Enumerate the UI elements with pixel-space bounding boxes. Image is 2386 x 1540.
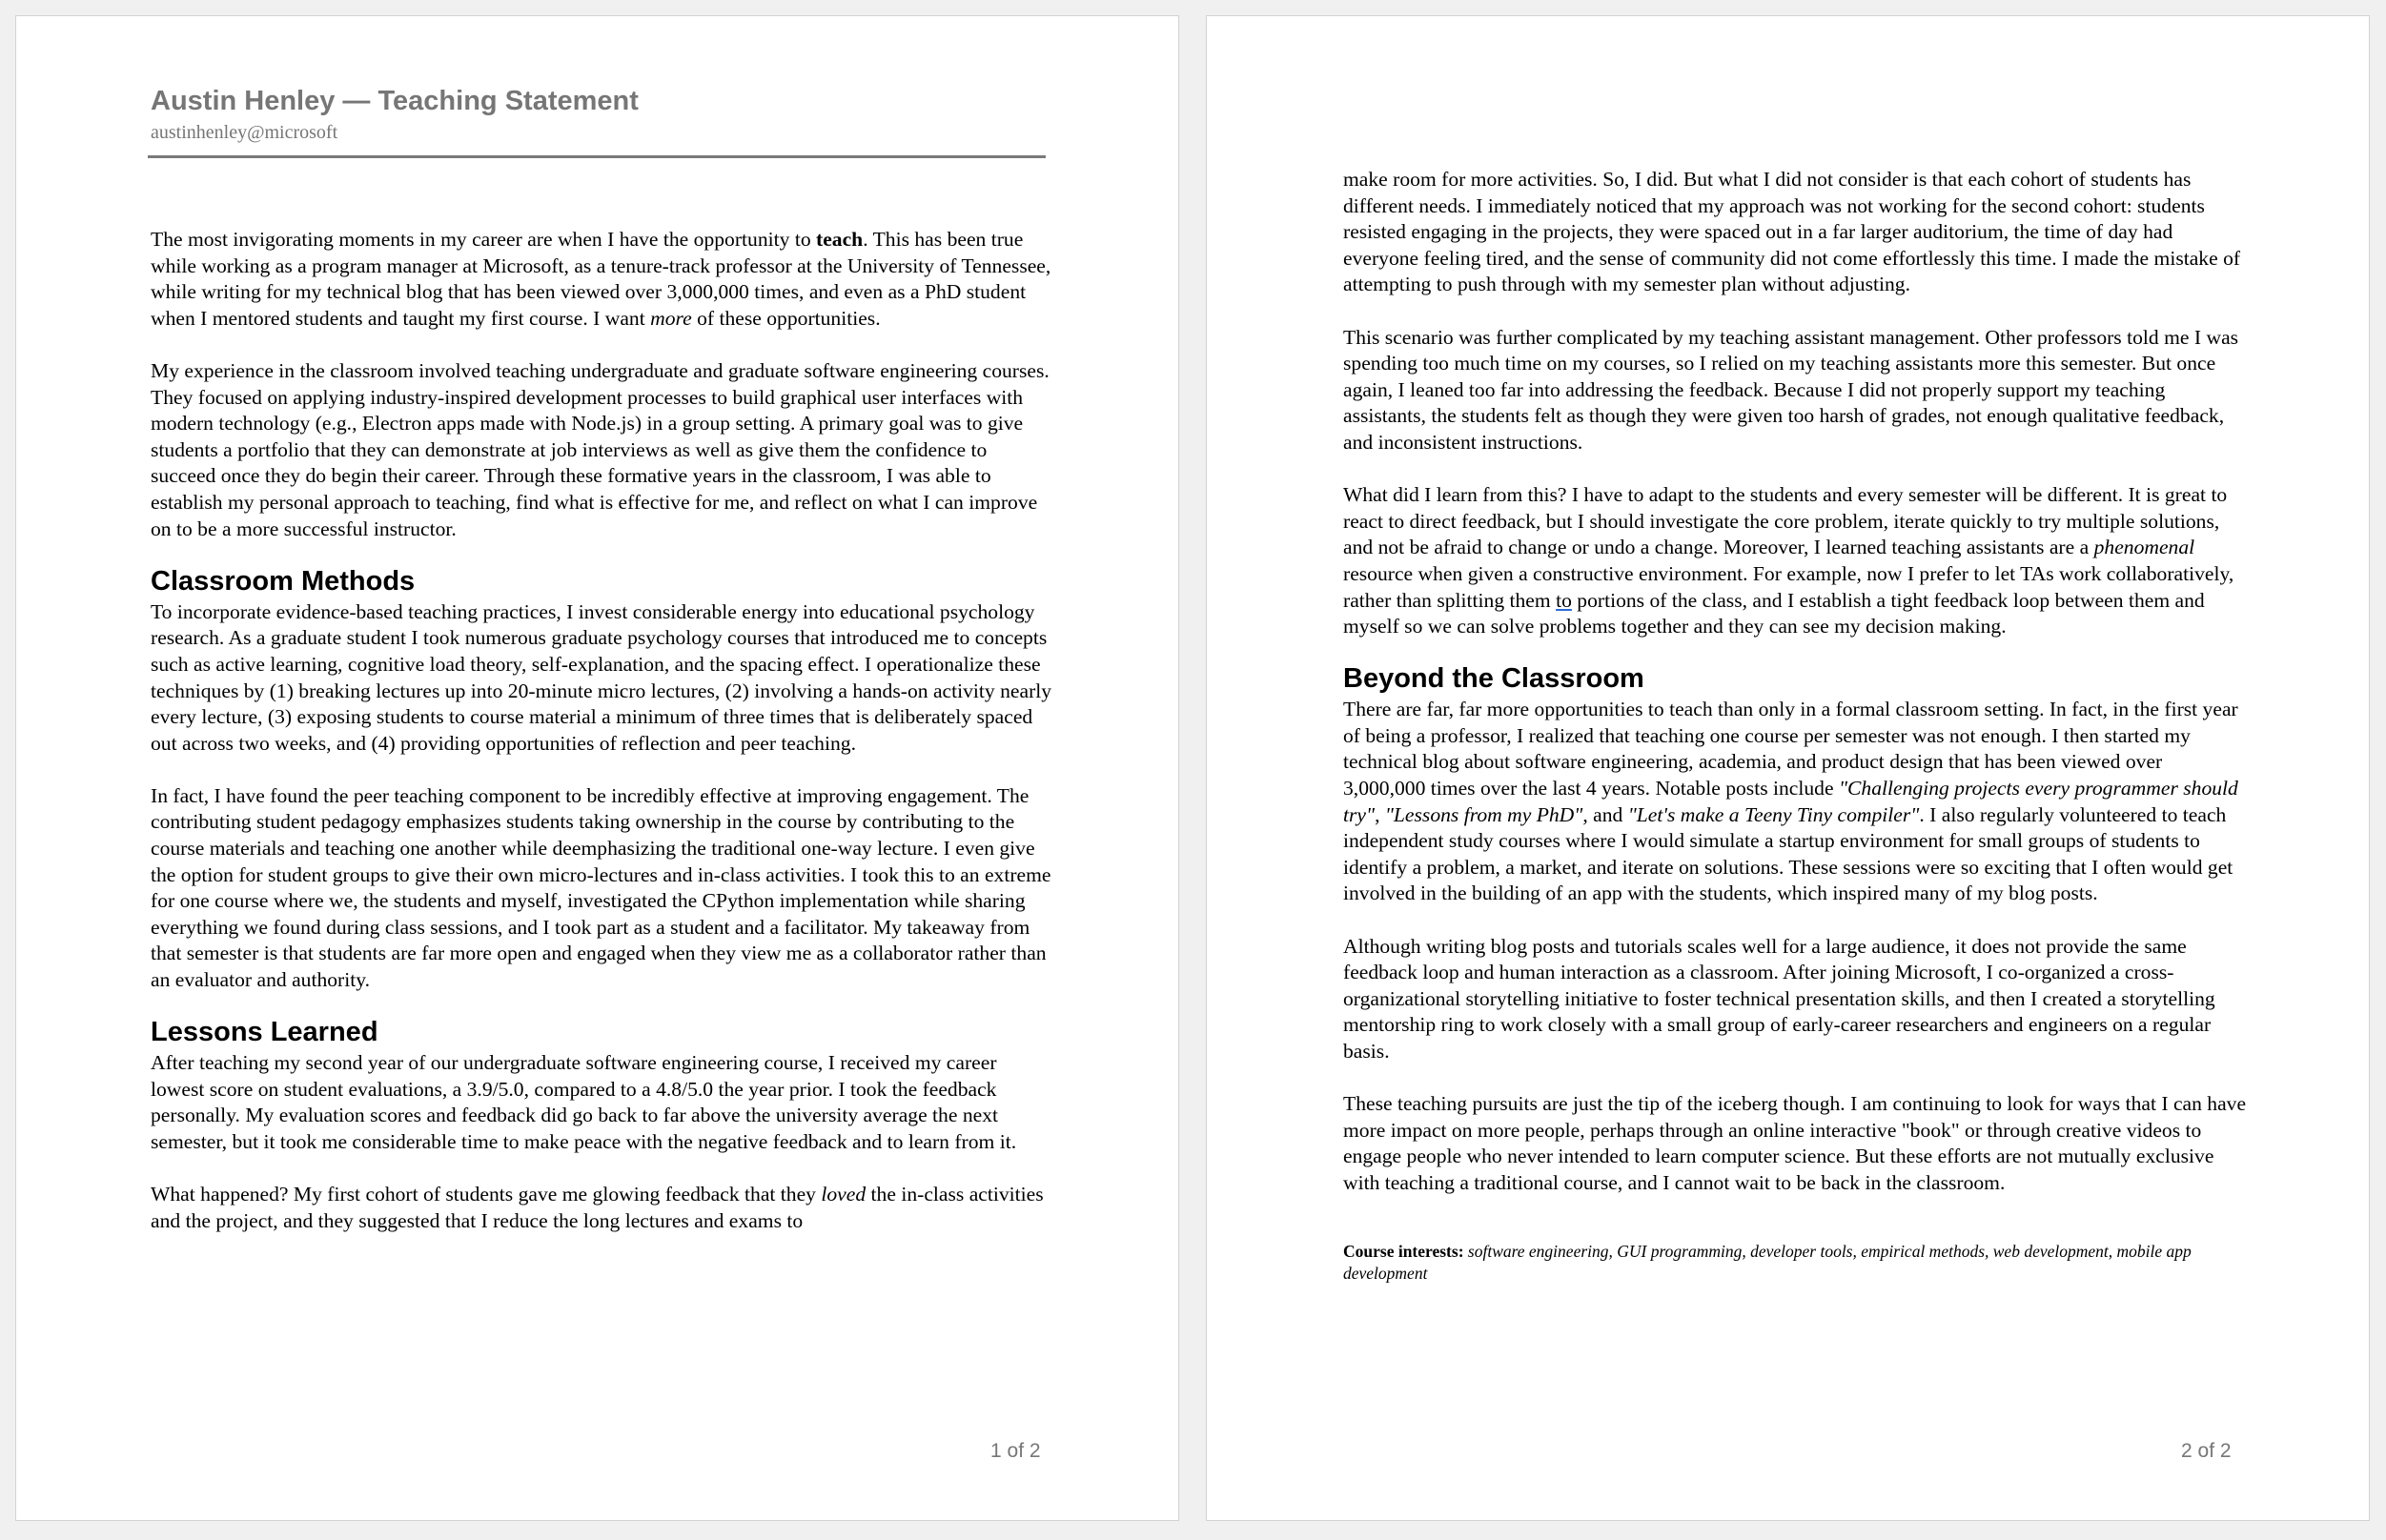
- course-interests: [1343, 1241, 2247, 1285]
- paragraph: To incorporate evidence-based teaching practices, I invest considerable energy into educational psychology research. As a graduate student I took numerous graduate psychology courses that introduced me to concepts such as active learning, cognitive load theory, self-explanation, and the spacing effect. I operationalize these techniques by (1) breaking lectures up into 20-minute micro lectures, (2) involving a hands-on activity nearly every lecture, (3) exposing students to course material a minimum of three times that is deliberately spaced out across two weeks, and (4) providing opportunities of reflection and peer teaching.: [151, 599, 1052, 755]
- paragraph: There are far, far more opportunities to teach than only in a formal classroom setting. In fact, in the first year of being a professor, I realized that teaching one course per semester was not enough. I then started my technical blog about software engineering, academia, and product design that has been viewed over 3,000,000 times over the last 4 years. Notable posts include "Challenging projects every programmer should try", "Lessons from my PhD", and "Let's make a Teeny Tiny compiler". I also regularly volunteered to teach independent study courses where I would simulate a startup environment for small groups of students to identify a problem, a market, and iterate on solutions. These sessions were so exciting that I often would get involved in the building of an app with the students, which inspired many of my blog posts.: [1343, 698, 2238, 905]
- emphasis-italic: phenomenal: [2093, 536, 2195, 559]
- spellcheck-underline[interactable]: to: [1556, 588, 1572, 612]
- document-page-1: [15, 15, 1179, 1521]
- paragraph: After teaching my second year of our undergraduate software engineering course, I received my career lowest score on student evaluations, a 3.9/5.0, compared to a 4.8/5.0 the year prior. I took the feedback personally. My evaluation scores and feedback did go back to far above the university average the next semester, but it took me considerable time to make peace with the negative feedback and to learn from it.: [151, 1051, 1017, 1153]
- emphasis-italic: more: [650, 306, 692, 330]
- page-number: 2 of 2: [2181, 1440, 2232, 1462]
- paragraph: In fact, I have found the peer teaching component to be incredibly effective at improving engagement. The contributing student pedagogy emphasizes students taking ownership in the course by contributing to the course materials and teaching one another while deemphasizing the traditional one-way lecture. I even give the option for student groups to give their own micro-lectures and in-class activities. I took this to an extreme for one course where we, the students and myself, investigated the CPython implementation while sharing everything we found during class sessions, and I took part as a student and a facilitator. My takeaway from that semester is that students are far more open and engaged when they view me as a collaborator rather than an evaluator and authority.: [151, 783, 1051, 992]
- paragraph: What did I learn from this? I have to adapt to the students and every semester will be different. It is great to react to direct feedback, but I should investigate the core problem, iterate quickly to try multiple solutions, and not be afraid to change or undo a change. Moreover, I learned teaching assistants are a phenomenal resource when given a constructive environment. For example, now I prefer to let TAs work collaboratively, rather than splitting them to portions of the class, and I establish a tight feedback loop between them and myself so we can solve problems together and they can see my decision making.: [1343, 483, 2234, 638]
- emphasis-italic: loved: [821, 1183, 867, 1206]
- paragraph: What happened? My first cohort of students gave me glowing feedback that they loved the in-class activities and the project, and they suggested that I reduce the long lectures and exams to: [151, 1183, 1044, 1232]
- paragraph: This scenario was further complicated by my teaching assistant management. Other professors told me I was spending too much time on my courses, so I relied on my teaching assistants more this semester. But once again, I leaned too far into addressing the feedback. Because I did not properly support my teaching assistants, the students felt as though they were given too harsh of grades, not enough qualitative feedback, and inconsistent instructions.: [1343, 325, 2239, 454]
- section-heading-lessons-learned: Lessons Learned: [151, 1017, 378, 1048]
- section-heading-classroom-methods: Classroom Methods: [151, 565, 416, 597]
- section-heading-beyond-the-classroom: Beyond the Classroom: [1343, 663, 1644, 695]
- page-number: 1 of 2: [990, 1440, 1041, 1462]
- course-interests-label: Course interests:: [1343, 1241, 1464, 1261]
- blog-post-title: "Let's make a Teeny Tiny compiler": [1627, 802, 1920, 826]
- page-1-body: [151, 227, 1052, 1234]
- paragraph: My experience in the classroom involved teaching undergraduate and graduate software engineering courses. They focused on applying industry-inspired development processes to build graphical user interfaces with modern technology (e.g., Electron apps made with Node.js) in a group setting. A primary goal was to give students a portfolio that they can demonstrate at job interviews as well as give them the confidence to succeed once they do begin their career. Through these formative years in the classroom, I was able to establish my personal approach to teaching, find what is effective for me, and reflect on what I can improve on to be a more successful instructor.: [151, 358, 1050, 540]
- paragraph: The most invigorating moments in my career are when I have the opportunity to teach. This has been true while working as a program manager at Microsoft, as a tenure-track professor at the University of Tennessee, while writing for my technical blog that has been viewed over 3,000,000 times, and even as a PhD student when I mentored students and taught my first course. I want more of these opportunities.: [151, 228, 1051, 330]
- page-2-body: [1343, 167, 2247, 1285]
- paragraph: Although writing blog posts and tutorials scales well for a large audience, it does not provide the same feedback loop and human interaction as a classroom. After joining Microsoft, I co-organized a cross-organizational storytelling initiative to foster technical presentation skills, and then I created a storytelling mentorship ring to work closely with a small group of early-career researchers and engineers on a regular basis.: [1343, 934, 2215, 1063]
- blog-post-title: "Challenging projects every programmer should try": [1343, 777, 2238, 826]
- author-email: austinhenley@microsoft: [151, 122, 338, 143]
- document-title: Austin Henley — Teaching Statement: [151, 86, 639, 116]
- paragraph: These teaching pursuits are just the tip of the iceberg though. I am continuing to look for ways that I can have more impact on more people, perhaps through an online interactive "book" or through creative videos to engage people who never intended to learn computer science. But these efforts are not mutually exclusive with teaching a traditional course, and I cannot wait to be back in the classroom.: [1343, 1092, 2247, 1194]
- document-page-2: [1206, 15, 2370, 1521]
- course-interests-value: software engineering, GUI programming, developer tools, empirical methods, web development, mobile app development: [1343, 1241, 2192, 1283]
- paragraph: make room for more activities. So, I did. But what I did not consider is that each cohort of students has different needs. I immediately noticed that my approach was not working for the second cohort: students resisted engaging in the projects, they were spaced out in a far larger auditorium, the time of day had everyone feeling tired, and the sense of community did not come effortlessly this time. I made the mistake of attempting to push through with my semester plan without adjusting.: [1343, 168, 2241, 296]
- blog-post-title: "Lessons from my PhD": [1384, 802, 1583, 826]
- title-divider: [148, 155, 1046, 158]
- emphasis-bold: teach: [816, 228, 864, 251]
